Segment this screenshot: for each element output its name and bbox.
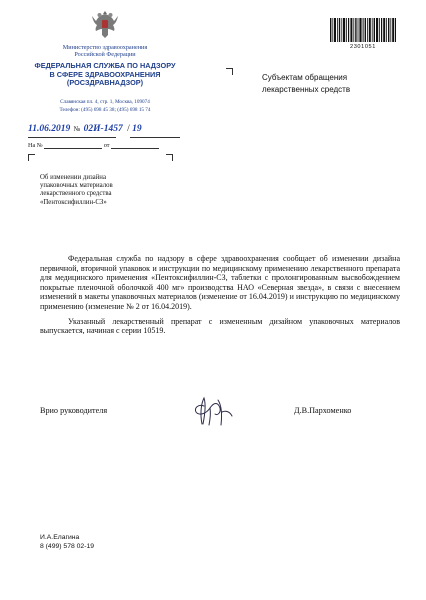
agency-line: В СФЕРЕ ЗДРАВООХРАНЕНИЯ <box>49 69 161 79</box>
ministry-line: Российской Федерации <box>74 51 136 59</box>
registration-underline <box>130 137 180 138</box>
reply-date-field <box>111 142 159 149</box>
executor-info <box>40 533 94 551</box>
barcode-number: 2301051 <box>350 44 376 50</box>
agency-line: ФЕДЕРАЛЬНАЯ СЛУЖБА ПО НАДЗОРУ <box>34 61 176 70</box>
subject-line: упаковочных материалов <box>40 182 113 190</box>
executor-name: И.А.Елагина <box>40 534 80 541</box>
handwritten-signature <box>188 394 248 428</box>
registration-code: 02И-1457 <box>83 124 123 134</box>
address-line: Славянская пл. 4, стр. 1, Москва, 109074 <box>60 99 150 105</box>
subject-corner-mark <box>28 154 35 161</box>
reply-date-label: от <box>103 142 110 149</box>
registration-suffix: 19 <box>132 124 142 134</box>
signatory-title: Врио руководителя <box>40 406 108 415</box>
body-paragraph: Федеральная служба по надзору в сфере здравоохранения сообщает об изменении дизайна первичной, вторичной упаковок и инструкции по медицинскому применению лекарственного препарата для медицинского применения «Пентоксифиллин-СЗ, таблетки с пролонгированным высвобождением покрытые пленочной оболочкой 400 мг» производства НАО «Северная звезда», в связи с внесением изменений в макеты упаковочных материалов (изменение от 16.04.2019) и инструкцию по медицинскому применению (изменение № 2 от 16.04.2019). <box>40 254 400 311</box>
executor-phone: 8 (499) 578 02-19 <box>40 543 95 550</box>
addressee-corner-mark <box>226 68 233 75</box>
letter-body <box>40 254 400 336</box>
ministry-line: Министерство здравоохранения <box>62 44 148 51</box>
subject-line: лекарственного средства <box>40 190 112 198</box>
subject-line: «Пентоксифиллин-СЗ» <box>40 198 107 206</box>
reply-number-field <box>44 142 102 149</box>
russian-coat-of-arms-icon <box>90 8 120 40</box>
subject-line: Об изменении дизайна <box>40 174 106 181</box>
registration-date: 11.06.2019 <box>28 124 71 134</box>
reply-reference-label: На № <box>28 142 43 149</box>
registration-number: 11.06.2019 № 02И-1457 / 19 <box>28 124 142 134</box>
registration-underline <box>28 137 116 138</box>
agency-name <box>25 62 185 88</box>
addressee-line: Субъектам обращения <box>262 73 348 82</box>
agency-line: (РОСЗДРАВНАДЗОР) <box>66 78 144 88</box>
addressee-line: лекарственных средств <box>262 85 351 94</box>
reply-reference-row <box>28 142 183 149</box>
document-barcode <box>330 18 396 42</box>
signatory-name: Д.В.Пархоменко <box>294 406 352 415</box>
subject-corner-mark <box>166 154 173 161</box>
addressee <box>262 72 402 96</box>
registration-number-sign: № <box>73 125 81 133</box>
letter-subject <box>40 174 170 207</box>
address-phone-line: Телефон: (495) 698 45 38; (495) 698 15 74 <box>59 107 151 114</box>
body-paragraph: Указанный лекарственный препарат с измененным дизайном упаковочных материалов выпускается, начиная с серии 10519. <box>40 316 400 336</box>
agency-address <box>25 98 185 115</box>
ministry-name <box>25 44 185 59</box>
